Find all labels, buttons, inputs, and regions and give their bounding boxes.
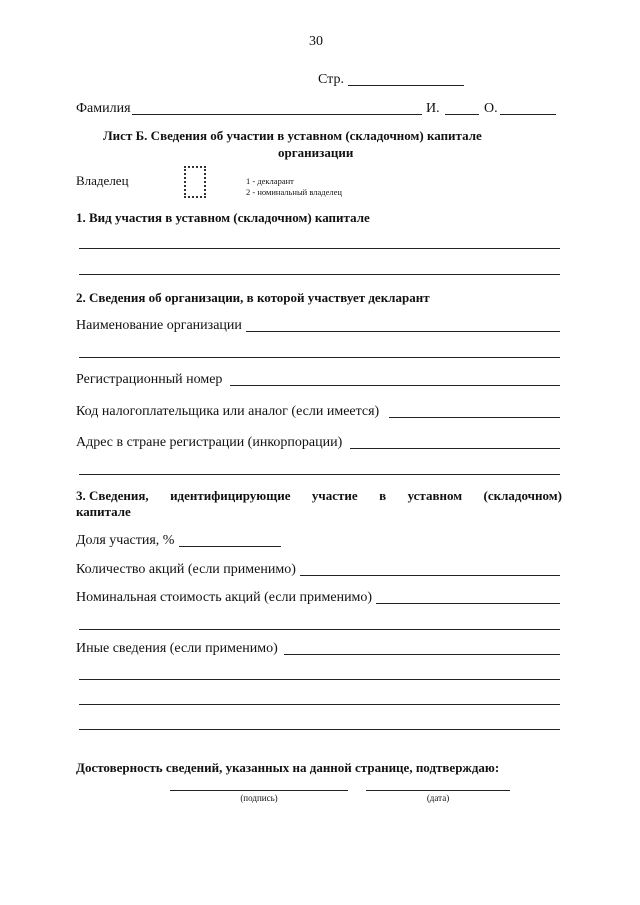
sheet-title-line1: Лист Б. Сведения об участии в уставном (складочном) капитале xyxy=(103,128,482,143)
share-field[interactable] xyxy=(179,546,281,547)
section3-title-word: идентифицирующие xyxy=(170,488,291,503)
org-name-field[interactable] xyxy=(246,331,560,332)
initial-o-field[interactable] xyxy=(500,114,556,115)
tax-code-field[interactable] xyxy=(389,417,560,418)
date-caption: (дата) xyxy=(426,793,450,803)
section3-title-word: 3. Сведения, xyxy=(76,488,149,503)
page-label: Стр. xyxy=(318,72,344,87)
tax-code-label: Код налогоплательщика или аналог (если имеется) xyxy=(76,404,380,419)
signature-caption: (подпись) xyxy=(240,793,278,803)
other-info-field-4[interactable] xyxy=(79,729,560,730)
section1-line-2[interactable] xyxy=(79,274,560,275)
confirmation-text: Достоверность сведений, указанных на данной странице, подтверждаю: xyxy=(76,760,500,775)
other-info-field-3[interactable] xyxy=(79,704,560,705)
address-field[interactable] xyxy=(350,448,560,449)
signature-field[interactable] xyxy=(170,790,348,791)
surname-label: Фамилия xyxy=(76,101,131,116)
reg-number-field[interactable] xyxy=(230,385,560,386)
other-info-label: Иные сведения (если применимо) xyxy=(76,641,278,656)
nominal-value-label: Номинальная стоимость акций (если применимо) xyxy=(76,590,373,605)
reg-number-label: Регистрационный номер xyxy=(76,372,223,387)
section3-title-word: в xyxy=(379,488,387,503)
date-field[interactable] xyxy=(366,790,510,791)
address-label: Адрес в стране регистрации (инкорпорации) xyxy=(76,435,343,450)
section3-title-line2: капитале xyxy=(76,504,131,519)
share-label: Доля участия, % xyxy=(76,533,175,548)
nominal-value-field[interactable] xyxy=(376,603,560,604)
page-field[interactable] xyxy=(348,85,464,86)
shares-count-label: Количество акций (если применимо) xyxy=(76,562,296,577)
owner-label: Владелец xyxy=(76,173,129,188)
page-number: 30 xyxy=(309,34,323,49)
address-field-2[interactable] xyxy=(79,474,560,475)
section3-title-word: уставном xyxy=(407,488,463,503)
other-info-field[interactable] xyxy=(284,654,560,655)
section1-title: 1. Вид участия в уставном (складочном) капитале xyxy=(76,210,370,225)
owner-option-1: 1 - декларант xyxy=(246,176,294,186)
org-name-field-2[interactable] xyxy=(79,357,560,358)
org-name-label: Наименование организации xyxy=(76,318,242,333)
other-info-field-2[interactable] xyxy=(79,679,560,680)
initial-i-field[interactable] xyxy=(445,114,479,115)
section3-title-word: участие xyxy=(311,488,358,503)
owner-option-2: 2 - номинальный владелец xyxy=(246,187,342,197)
sheet-title-line2: организации xyxy=(278,145,354,160)
owner-code-box[interactable] xyxy=(184,166,206,198)
section3-title-line1 xyxy=(76,488,562,504)
initial-o-label: О. xyxy=(484,101,498,116)
shares-count-field[interactable] xyxy=(300,575,560,576)
initial-i-label: И. xyxy=(426,101,440,116)
section2-title: 2. Сведения об организации, в которой участвует декларант xyxy=(76,290,430,305)
section3-title-word: (складочном) xyxy=(483,488,562,503)
nominal-value-field-2[interactable] xyxy=(79,629,560,630)
surname-field[interactable] xyxy=(132,114,422,115)
section1-line-1[interactable] xyxy=(79,248,560,249)
